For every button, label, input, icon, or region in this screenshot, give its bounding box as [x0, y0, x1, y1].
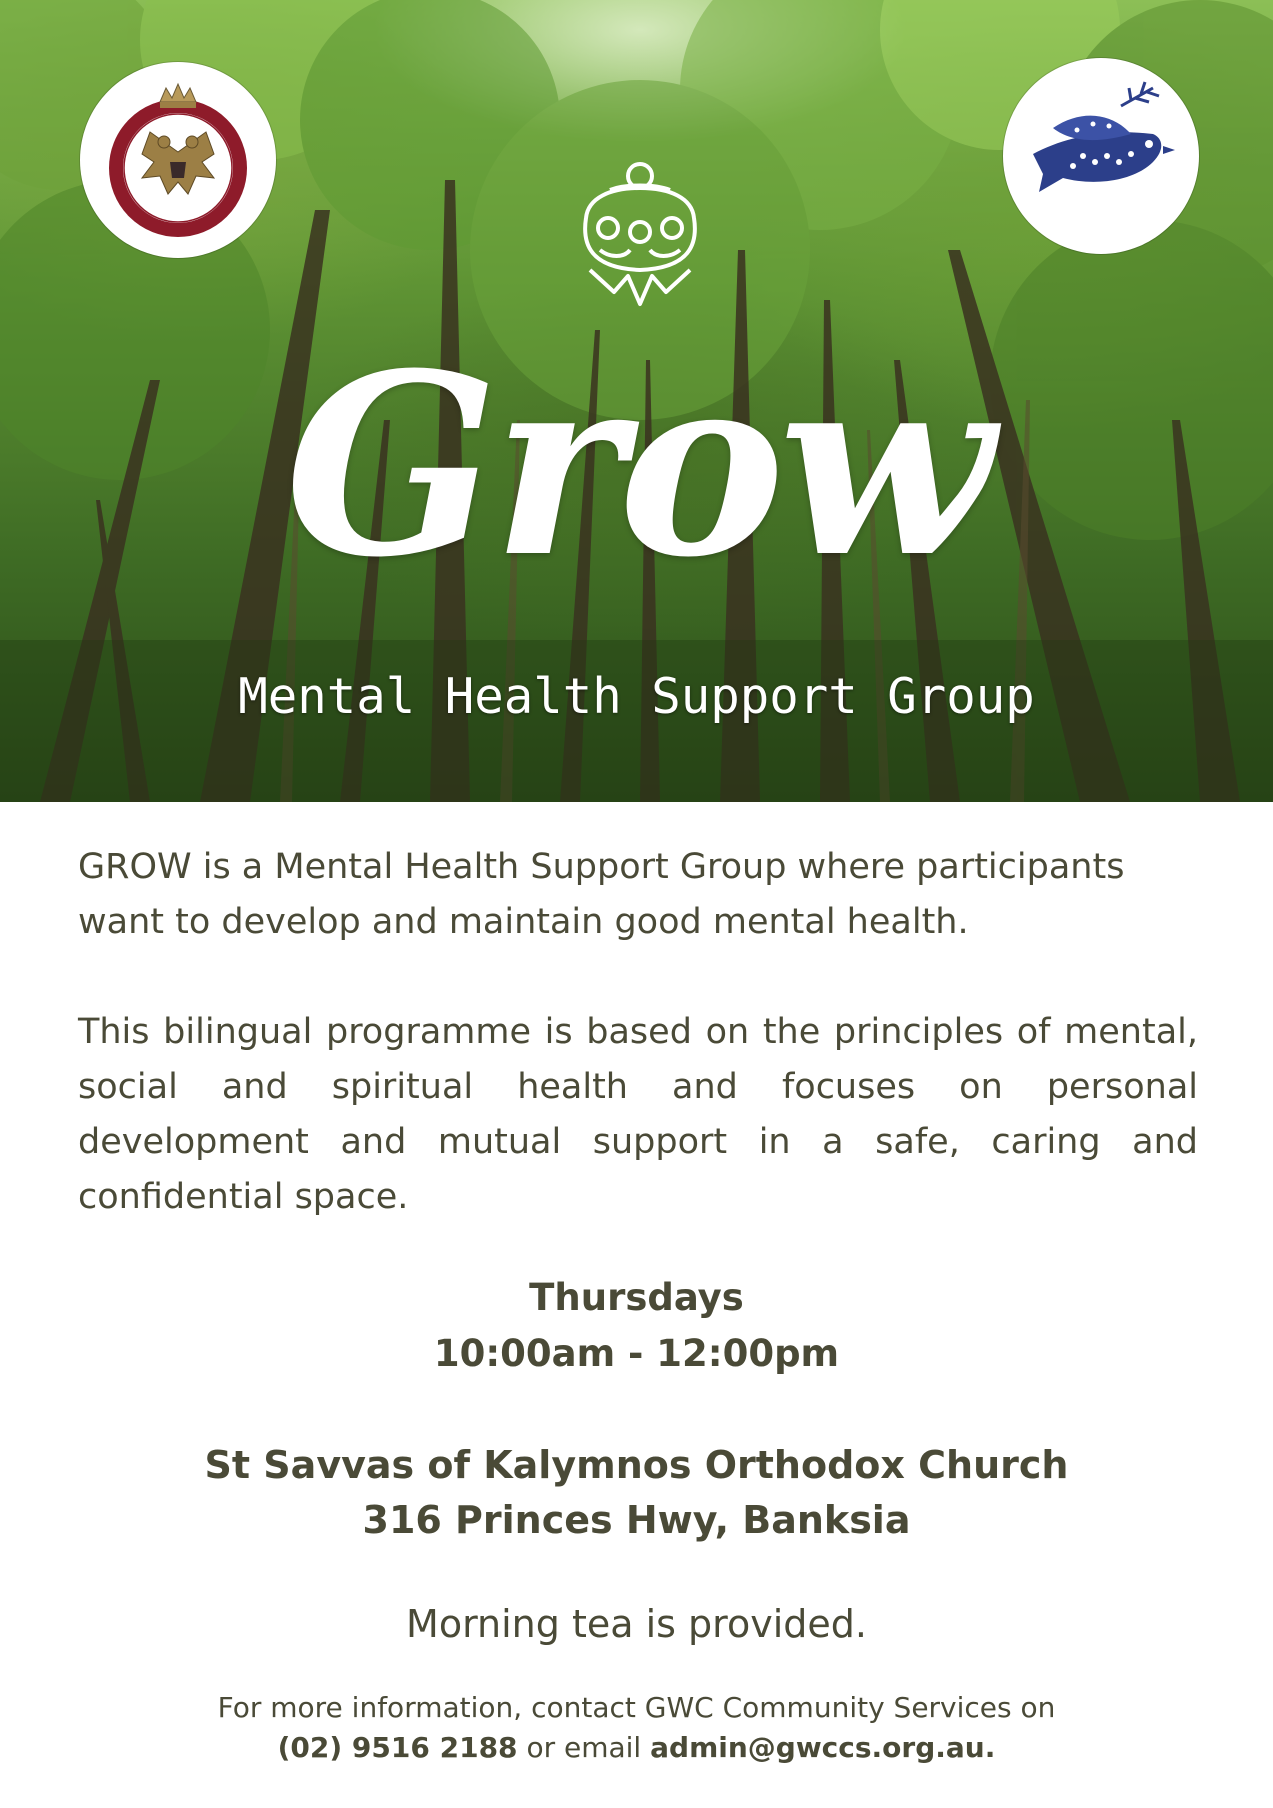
contact-phone[interactable]: (02) 9516 2188: [277, 1731, 518, 1764]
morning-tea-note: Morning tea is provided.: [406, 1602, 867, 1646]
venue-address: 316 Princes Hwy, Banksia: [362, 1498, 911, 1542]
contact-intro: For more information, contact GWC Community Services on: [217, 1691, 1056, 1724]
contact-details: [0, 1731, 1273, 1764]
archdiocese-seal-icon: [80, 62, 276, 258]
meeting-time: 10:00am - 12:00pm: [433, 1332, 840, 1375]
programme-paragraph: This bilingual programme is based on the principles of mental, social and spiritual health and focuses on personal development and mutual support in a safe, caring and confidential space.: [78, 1012, 1198, 1217]
venue-name: St Savvas of Kalymnos Orthodox Church: [204, 1443, 1069, 1487]
people-circle-icon: [570, 158, 710, 308]
blue-dove-icon: [1003, 58, 1199, 254]
grow-subtitle: Mental Health Support Group: [238, 668, 1035, 725]
intro-paragraph: GROW is a Mental Health Support Group where participants want to develop and maintain good mental health.: [78, 847, 1125, 942]
contact-middle-text: or email: [526, 1731, 642, 1764]
contact-email[interactable]: admin@gwccs.org.au.: [650, 1731, 996, 1764]
hero-banner: [0, 0, 1273, 802]
grow-title: Grow: [284, 318, 989, 612]
meeting-day: Thursdays: [529, 1276, 744, 1319]
